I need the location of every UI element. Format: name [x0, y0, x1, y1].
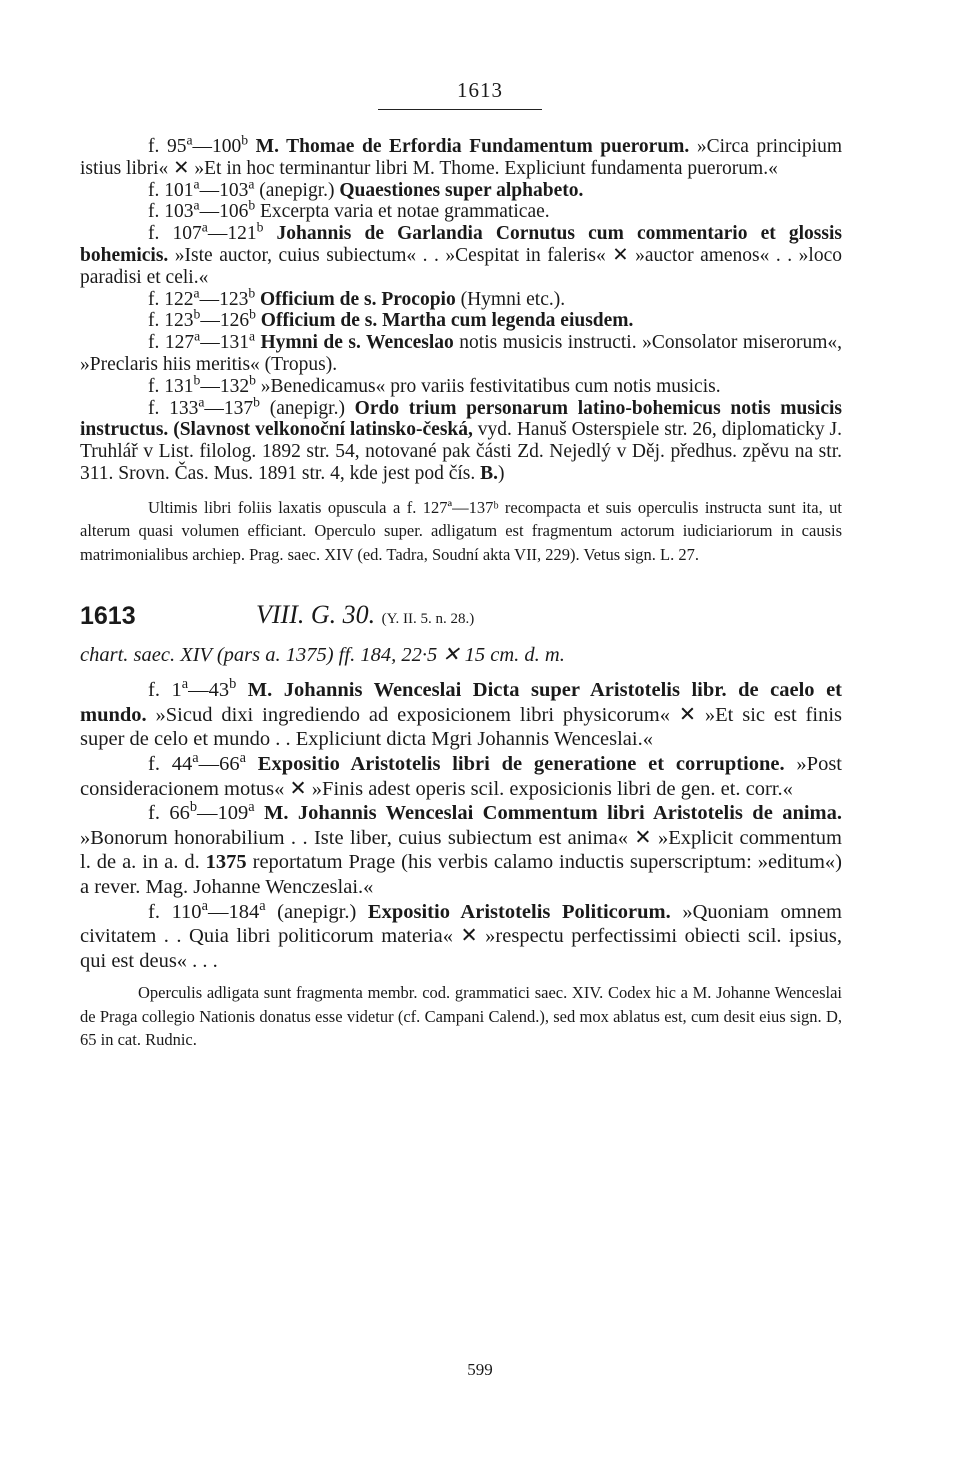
entry-text: f. 122 — [148, 288, 194, 310]
provenance-note: Operculis adligata sunt fragmenta membr. cod. grammatici saec. XIV. Codex hic a M. Johanne Wenceslai de Praga collegio Nationis donatus esse videtur (cf. Campani Calend.), sed mox ablatus est, cum desit eius sign. D, 65 in cat. Rudnic. — [80, 983, 842, 1050]
catalogue-entry — [80, 394, 842, 485]
entry-title: Expositio Aristotelis Politicorum. — [367, 900, 671, 923]
entry-text: f. 66 — [148, 802, 190, 825]
catalogue-entry — [80, 752, 842, 801]
folio-suffix: a — [198, 394, 205, 410]
entry-text: »Benedicamus« pro variis festivitatibus cum notis musicis. — [255, 375, 721, 397]
folio-suffix: b — [249, 372, 256, 388]
folio-suffix: a — [194, 328, 201, 344]
entry-text: (anepigr.) — [259, 397, 355, 419]
entry-text: (anepigr.) — [254, 179, 340, 201]
entry-title: M. Johannis Wenceslai Dicta super Aristotelis libr. de caelo et mundo. — [80, 679, 843, 726]
entry-text: vyd. Hanuš Osterspiele str. 26, diplomaticky J. Truhlář v List. filolog. 1892 str. 54, notované pak části Zd. Nejedlý v Děj. předhus. zpěvu na str. 311. Srovn. Čas. Mus. 1891 str. 4, kde jest pod čís. — [80, 419, 842, 484]
entry-text: »Bonorum honorabilium . . Iste liber, cuius subiectum est anima« ✕ »Explicit commentum l. de a. in a. d. — [80, 826, 842, 874]
entry-text: —126 — [200, 310, 250, 332]
entry-text: f. 107 — [148, 223, 202, 245]
folio-suffix: a — [193, 285, 200, 301]
entry-text: ) — [498, 462, 505, 484]
folio-suffix: b — [241, 132, 249, 148]
entry-text: reportatum Prage (his verbis calamo inductis superscriptum: »editum«) a rever. Mag. Johanne Wenczeslai.« — [80, 851, 842, 898]
entry-text: —106 — [199, 201, 249, 223]
entry-text: f. 1 — [148, 679, 182, 702]
folio-suffix: b — [248, 197, 256, 213]
catalogue-entry — [80, 197, 842, 223]
entry-text: »Quoniam omnem civitatem . . Quia libri politicorum materia« ✕ »respectu perfectissimi obiecti scil. ipsius, qui est deus« . . . — [80, 900, 842, 972]
folio-suffix: a — [259, 897, 266, 914]
entry-text: —100 — [192, 136, 242, 157]
entry-text: »Sicud dixi ingrediendo ad exposicionem libri physicorum« ✕ »Et sic est finis super de celo et mundo . . Expliciunt dicta Mgri Johannis Wenceslai.« — [80, 703, 842, 751]
catalogue-entry — [80, 678, 842, 752]
binding-note: Ultimis libri foliis laxatis opuscula a f. 127ª—137ᵇ recompacta et suis operculis instructa sunt ita, ut alterum quasi volumen efficiant. Operculo super. adligatum est fragmentum actorum iudiciariorum in causis matrimonialibus archiep. Prag. saec. XIV (ed. Tadra, Soudní akta VII, 229). Vetus sign. L. 27. — [80, 497, 842, 564]
entry-text: —121 — [207, 223, 257, 245]
entry-text: —109 — [197, 802, 249, 825]
entry-text: f. 103 — [148, 201, 194, 223]
entry-text: f. 101 — [148, 179, 194, 201]
folio-suffix: a — [201, 219, 208, 235]
entry-text: f. 44 — [148, 753, 193, 776]
catalogue-entry — [80, 132, 842, 180]
entry-title: Ordo trium personarum latino-bohemicus notis musicis instructus. (Slavnost velkonoční latinsko-česká, — [80, 397, 842, 441]
entry-text: f. 131 — [148, 375, 194, 397]
folio-suffix: b — [193, 306, 201, 322]
running-head: 1613 — [457, 78, 503, 102]
entry-title: M. Thomae de Erfordia Fundamentum puerorum. — [248, 136, 690, 157]
folio-suffix: a — [193, 197, 200, 213]
entry-title: M. Johannis Wenceslai Commentum libri Aristotelis de anima. — [254, 802, 842, 825]
catalogue-body — [80, 132, 843, 1052]
entry-text: —43 — [188, 679, 230, 702]
catalogue-entry — [80, 372, 842, 398]
header-rule — [378, 109, 542, 110]
folio-suffix: b — [193, 372, 201, 388]
entry-text: f. 133 — [148, 397, 199, 419]
codex-physical-description: chart. saec. XIV (pars a. 1375) ff. 184, 22·5 ✕ 15 cm. d. m. — [80, 644, 565, 667]
entry-title: Hymni de s. Wenceslao — [255, 332, 454, 354]
folio-suffix: a — [192, 750, 199, 767]
folio-suffix: a — [186, 132, 193, 148]
entry-text: —103 — [199, 179, 249, 201]
entry-title: 1375 — [205, 851, 247, 874]
folio-suffix: b — [256, 219, 264, 235]
old-signature: (Y. II. 5. n. 28.) — [381, 611, 475, 628]
folio-suffix: a — [248, 176, 255, 192]
entry-title: Quaestiones super alphabeto. — [339, 179, 584, 201]
entry-text: —123 — [199, 288, 249, 310]
entry-text: »Circa principium istius libri« ✕ »Et in hoc terminantur libri M. Thome. Expliciunt fundamenta puerorum.« — [80, 136, 842, 179]
entry-title: Officium de s. Martha cum legenda eiusdem. — [255, 310, 634, 332]
folio-suffix: a — [248, 799, 255, 816]
entry-text: —131 — [200, 332, 249, 354]
catalogue-entry — [80, 328, 843, 376]
folio-suffix: a — [181, 676, 189, 693]
folio-suffix: a — [193, 176, 200, 192]
entry-text: Excerpta varia et notae grammaticae. — [255, 201, 550, 223]
entry-text: notis musicis instructi. »Consolator miserorum«, »Preclaris hiis meritis« (Tropus). — [80, 332, 843, 375]
entry-title: Officium de s. Procopio — [255, 288, 456, 310]
codex-heading — [80, 602, 842, 636]
entry-text: —66 — [198, 753, 240, 776]
entry-text: f. 95 — [148, 136, 187, 157]
page-number: 599 — [467, 1360, 493, 1379]
folio-suffix: a — [201, 897, 208, 914]
entries-part1 — [80, 132, 843, 485]
shelf-signature: VIII. G. 30. — [256, 600, 376, 630]
entry-text: —184 — [207, 900, 260, 923]
entries-part2 — [80, 678, 842, 973]
catalogue-entry — [80, 897, 842, 974]
entry-text: (Hymni etc.). — [455, 288, 566, 310]
entry-text: »Iste auctor, cuius subiectum« . . »Cespitat in faleris« ✕ »auctor amenos« . . »loco paradisi et celi.« — [80, 244, 842, 288]
codex-number: 1613 — [80, 602, 136, 631]
entry-title: Johannis de Garlandia Cornutus cum commentario et glossis bohemicis. — [80, 223, 842, 266]
folio-suffix: b — [189, 799, 198, 816]
folio-suffix: a — [239, 750, 246, 767]
folio-suffix: b — [249, 306, 256, 322]
entry-text: (anepigr.) — [265, 900, 368, 923]
catalogue-entry — [80, 801, 842, 899]
folio-suffix: b — [248, 285, 256, 301]
entry-text: »Post consideracionem motus« ✕ »Finis adest operis scil. exposicionis libri de gen. et. corr.« — [80, 753, 842, 800]
entry-title: B. — [480, 462, 499, 484]
entry-title: Expositio Aristotelis libri de generatione et corruptione. — [246, 753, 785, 776]
entry-text: f. 110 — [148, 900, 202, 923]
entry-text: —132 — [200, 375, 250, 397]
entry-text: —137 — [204, 397, 254, 419]
folio-suffix: b — [229, 676, 237, 693]
catalogue-entry — [80, 219, 842, 288]
folio-suffix: b — [253, 394, 260, 410]
folio-suffix: a — [248, 328, 255, 344]
entry-text: f. 123 — [148, 310, 194, 332]
entry-text: f. 127 — [148, 332, 195, 354]
codex-signature — [256, 600, 474, 630]
